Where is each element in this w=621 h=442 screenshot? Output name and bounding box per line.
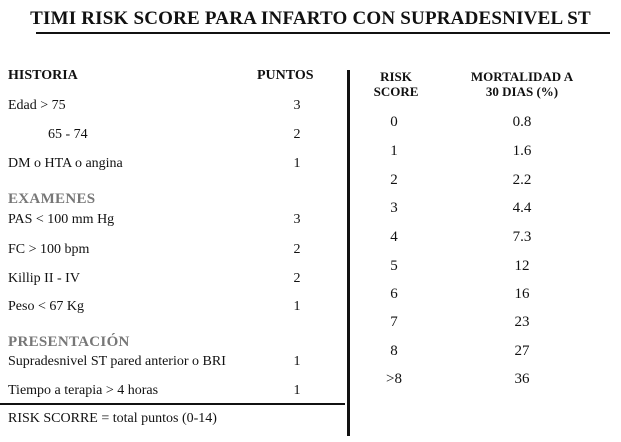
examen-label: FC > 100 bpm bbox=[8, 242, 90, 257]
mortality-value: 16 bbox=[514, 286, 530, 302]
risk-score-value: 5 bbox=[390, 258, 398, 274]
col-header-puntos: PUNTOS bbox=[257, 68, 314, 83]
page-title: TIMI RISK SCORE PARA INFARTO CON SUPRADESNIVEL ST bbox=[30, 8, 591, 29]
col-header-mort-line1: MORTALIDAD A bbox=[470, 69, 574, 84]
mortality-value: 4.4 bbox=[512, 200, 532, 216]
examen-label: Killip II - IV bbox=[8, 271, 80, 286]
risk-score-value: 7 bbox=[390, 314, 398, 330]
risk-score-value: >8 bbox=[386, 371, 402, 387]
mortality-value: 0.8 bbox=[512, 114, 532, 130]
historia-label: 65 - 74 bbox=[48, 127, 88, 142]
risk-score-value: 4 bbox=[390, 229, 398, 245]
title-underline bbox=[36, 32, 610, 34]
mortality-value: 23 bbox=[514, 314, 530, 330]
historia-points: 1 bbox=[293, 156, 301, 171]
section-title-presentacion: PRESENTACIÓN bbox=[8, 334, 130, 350]
examen-label: PAS < 100 mm Hg bbox=[8, 212, 115, 227]
mortality-value: 2.2 bbox=[512, 172, 532, 188]
risk-score-value: 0 bbox=[390, 114, 398, 130]
presentacion-label: Tiempo a terapia > 4 horas bbox=[8, 383, 159, 398]
risk-score-value: 3 bbox=[390, 200, 398, 216]
examen-points: 1 bbox=[293, 299, 301, 314]
col-header-mort-line2: 30 DIAS (%) bbox=[485, 84, 559, 99]
col-header-historia: HISTORIA bbox=[8, 68, 78, 83]
section-title-examenes: EXAMENES bbox=[8, 191, 96, 207]
footer-formula: RISK SCORRE = total puntos (0-14) bbox=[8, 411, 217, 426]
col-header-risk-line1: RISK bbox=[380, 69, 412, 84]
column-divider bbox=[347, 70, 350, 436]
examen-points: 2 bbox=[293, 271, 301, 286]
historia-points: 3 bbox=[293, 98, 301, 113]
examen-points: 3 bbox=[293, 212, 301, 227]
risk-score-value: 1 bbox=[390, 143, 398, 159]
examen-label: Peso < 67 Kg bbox=[8, 299, 84, 314]
historia-label: Edad > 75 bbox=[8, 98, 66, 113]
col-header-mortalidad bbox=[452, 69, 592, 99]
col-header-risk-score bbox=[366, 69, 426, 99]
historia-points: 2 bbox=[293, 127, 301, 142]
presentacion-label: Supradesnivel ST pared anterior o BRI bbox=[8, 354, 226, 369]
risk-score-value: 6 bbox=[390, 286, 398, 302]
mortality-value: 27 bbox=[514, 343, 530, 359]
presentacion-points: 1 bbox=[293, 383, 301, 398]
risk-score-value: 2 bbox=[390, 172, 398, 188]
col-header-risk-line2: SCORE bbox=[373, 84, 419, 99]
mortality-value: 7.3 bbox=[512, 229, 532, 245]
mortality-value: 12 bbox=[514, 258, 530, 274]
risk-score-value: 8 bbox=[390, 343, 398, 359]
footer-divider bbox=[0, 403, 345, 405]
historia-label: DM o HTA o angina bbox=[8, 156, 123, 171]
mortality-value: 36 bbox=[514, 371, 530, 387]
mortality-value: 1.6 bbox=[512, 143, 532, 159]
presentacion-points: 1 bbox=[293, 354, 301, 369]
examen-points: 2 bbox=[293, 242, 301, 257]
